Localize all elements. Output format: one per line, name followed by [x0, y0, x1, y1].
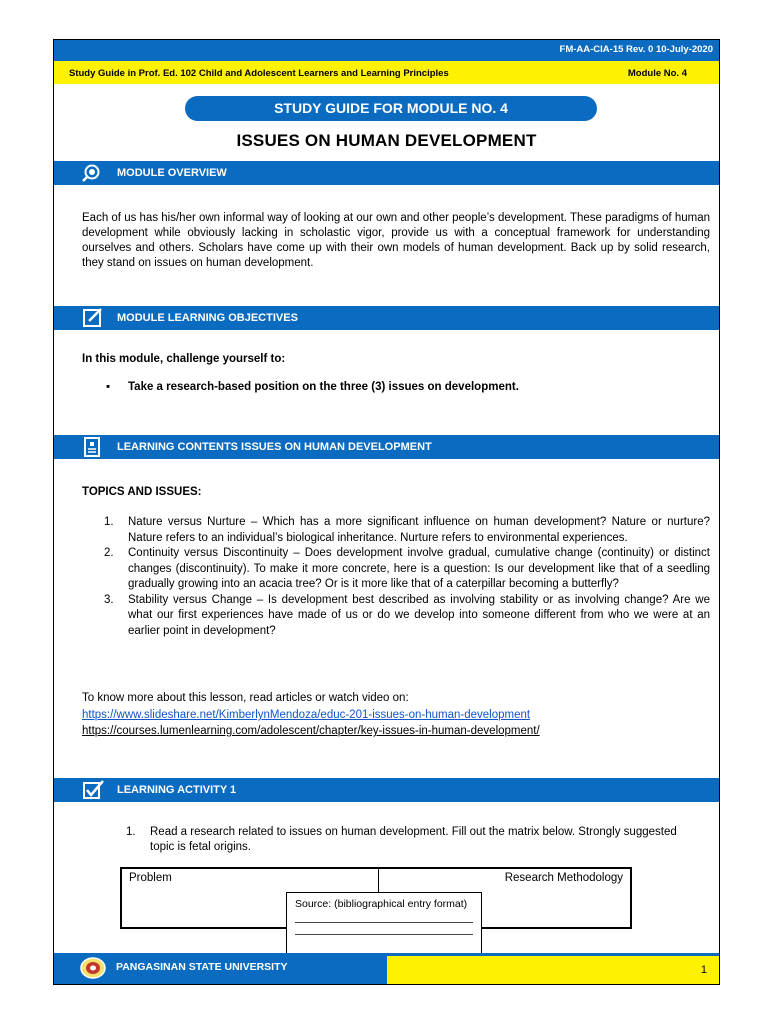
section-label: LEARNING ACTIVITY 1: [117, 784, 237, 796]
lumenlearning-link[interactable]: https://courses.lumenlearning.com/adolescent/chapter/key-issues-in-human-development/: [82, 725, 540, 737]
list-item: [82, 515, 710, 546]
list-number: 2.: [104, 547, 114, 559]
bullet-marker: ▪: [106, 381, 111, 393]
list-item: [82, 593, 710, 640]
activity-text: Read a research related to issues on human development. Fill out the matrix below. Strongly suggested topic is fetal origins.: [150, 826, 677, 853]
page-number: 1: [700, 964, 707, 976]
document-page: [53, 39, 720, 985]
edit-icon: [80, 308, 106, 328]
overview-text: Each of us has his/her own informal way of looking at our own and other people’s development. These paradigms of human development while obviously lacking in scholastic vigor, provide us with a conceptual framework for understanding ourselves and others. Scholars have come up with their own models of human development. Back up by solid research, they stand on issues on human development.: [82, 212, 710, 269]
list-number: 3.: [104, 593, 114, 606]
section-label: MODULE OVERVIEW: [117, 167, 227, 179]
page-footer: [54, 953, 719, 985]
page-title: ISSUES ON HUMAN DEVELOPMENT: [236, 131, 537, 150]
list-number: 1.: [126, 826, 136, 838]
section-header-overview: [54, 161, 719, 185]
objectives-intro: In this module, challenge yourself to:: [82, 353, 286, 365]
link-row-1: [82, 708, 710, 723]
section-header-activity: [54, 778, 719, 802]
objective-text: Take a research-based position on the three (3) issues on development.: [128, 381, 519, 393]
list-text: Nature versus Nurture – Which has a more significant influence on human development? Nature or nurture? Nature refers to an individual’s biological inheritance. Nurture refers to environmental experiences.: [128, 516, 710, 544]
document-icon: [80, 437, 106, 457]
course-bar: [54, 61, 719, 84]
slideshare-link[interactable]: https://www.slideshare.net/KimberlynMendoza/educ-201-issues-on-human-development: [82, 709, 531, 721]
list-text: Continuity versus Discontinuity – Does development involve gradual, cumulative change (continuity) or distinct changes (discontinuity). To make it more concrete, here is a question: Is our development like that of a seedling gradually growing into an acacia tree? Or is it more like that of a caterpillar becoming a butterfly?: [128, 547, 710, 590]
university-seal-icon: [80, 957, 106, 979]
study-guide-banner: STUDY GUIDE FOR MODULE NO. 4: [185, 96, 597, 121]
link-row-2: [82, 724, 710, 739]
list-item: [82, 546, 710, 593]
study-guide-title: Study Guide in Prof. Ed. 102 Child and Adolescent Learners and Learning Principles: [69, 68, 449, 79]
magnifier-icon: [80, 163, 106, 183]
section-label: LEARNING CONTENTS ISSUES ON HUMAN DEVELOPMENT: [117, 441, 432, 453]
topics-list: [82, 515, 710, 639]
list-number: 1.: [104, 516, 114, 528]
section-label: MODULE LEARNING OBJECTIVES: [117, 312, 298, 324]
module-number: Module No. 4: [627, 68, 687, 79]
blank-line: [295, 913, 473, 923]
topics-heading: TOPICS AND ISSUES:: [82, 486, 202, 498]
more-info-text: To know more about this lesson, read articles or watch video on:: [82, 692, 409, 704]
checkbox-icon: [80, 780, 106, 800]
university-name: PANGASINAN STATE UNIVERSITY: [116, 961, 288, 973]
form-code: FM-AA-CIA-15 Rev. 0 10-July-2020: [559, 44, 713, 55]
footer-yellow-band: [387, 956, 720, 985]
top-bar: [54, 40, 719, 61]
source-label: Source: (bibliographical entry format): [295, 898, 468, 910]
matrix-header-problem: Problem: [129, 872, 172, 884]
activity-item: [106, 825, 696, 855]
blank-line: [295, 925, 473, 935]
section-header-contents: [54, 435, 719, 459]
source-box: [286, 892, 482, 958]
list-text: Stability versus Change – Is development best described as involving stability or as involving change? Are we what our first experiences have made of us or do we develop into someone different from who we were at an earlier point in development?: [128, 593, 710, 637]
section-header-objectives: [54, 306, 719, 330]
matrix-header-methodology: Research Methodology: [504, 872, 623, 884]
